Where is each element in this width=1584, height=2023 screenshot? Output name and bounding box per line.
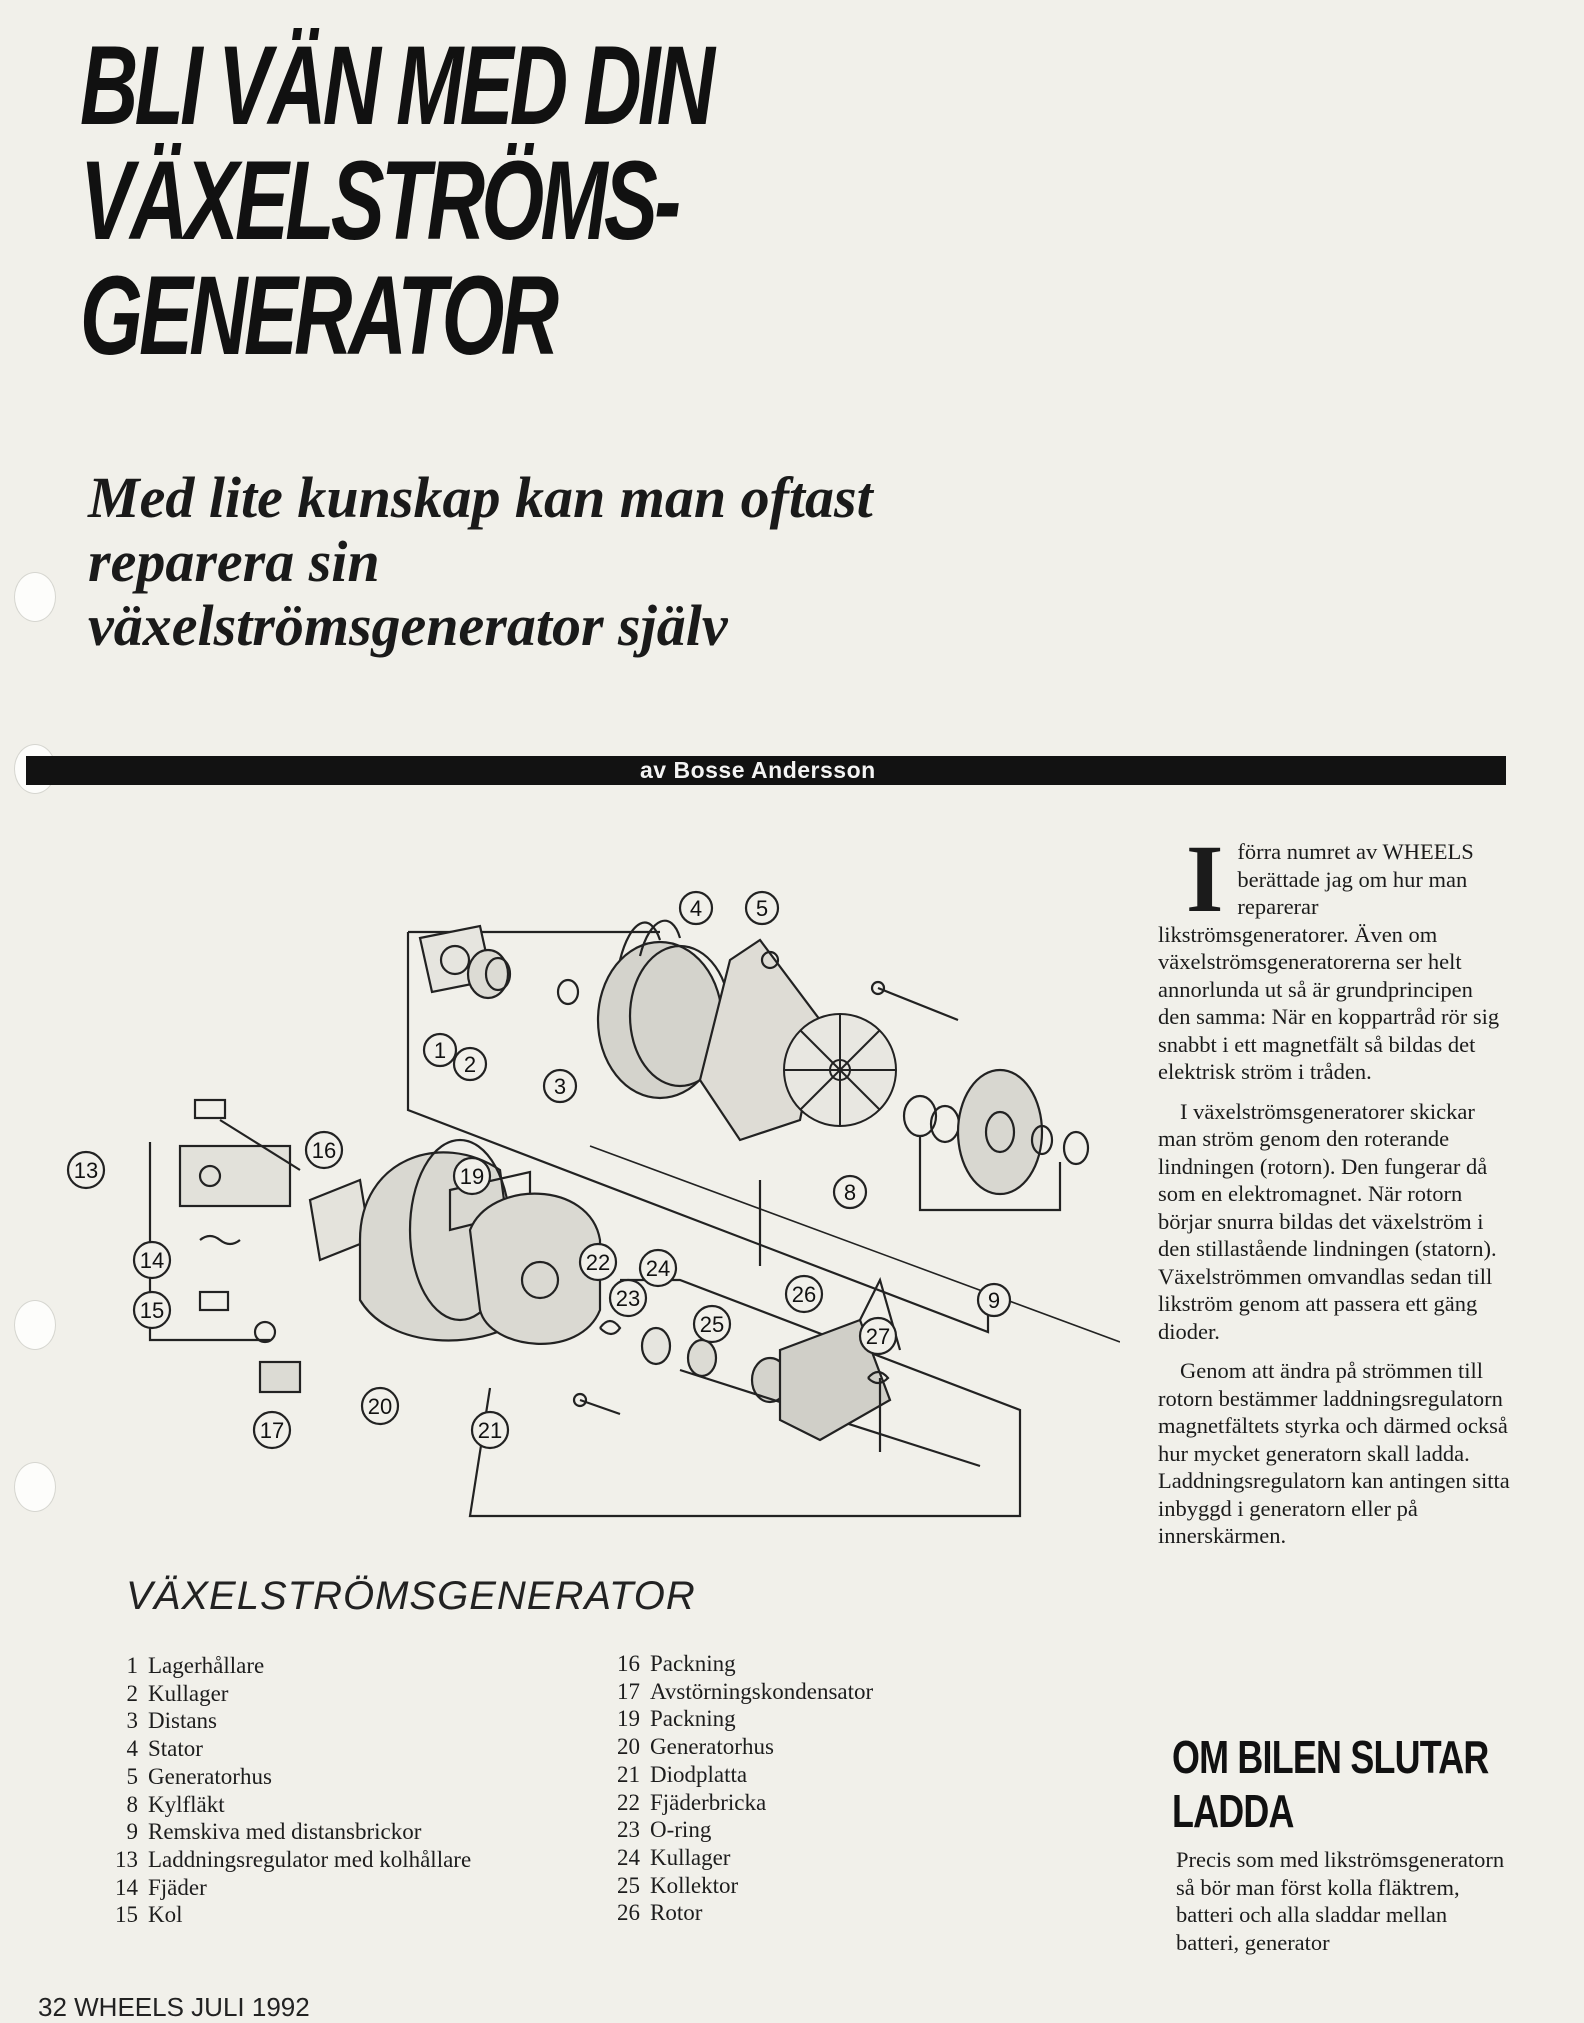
parts-list-item (610, 1761, 873, 1789)
svg-text:24: 24 (645, 1256, 671, 1281)
svg-text:20: 20 (367, 1394, 393, 1419)
callout-16 (306, 1132, 342, 1168)
parts-list-item (100, 1874, 471, 1902)
part-name: Kullager (148, 1680, 229, 1706)
binder-hole-4 (14, 1462, 56, 1512)
headline-line-1: BLI VÄN MED DIN (80, 23, 712, 148)
parts-list-item (610, 1733, 873, 1761)
part-number: 16 (617, 1651, 640, 1676)
svg-text:26: 26 (791, 1282, 817, 1307)
svg-text:22: 22 (585, 1250, 611, 1275)
callout-5 (746, 892, 778, 924)
callout-19 (454, 1158, 490, 1194)
part-number: 17 (617, 1678, 640, 1704)
part-name: O-ring (650, 1817, 712, 1843)
alternator-exploded-diagram (60, 880, 1120, 1540)
part-name: Kollektor (650, 1872, 739, 1898)
part-number: 13 (115, 1846, 138, 1872)
parts-list-item (100, 1901, 471, 1929)
part-name: Rotor (650, 1900, 703, 1926)
parts-list-item (610, 1650, 873, 1678)
drop-cap: I (1186, 825, 1224, 932)
svg-text:2: 2 (463, 1052, 477, 1077)
part-number: 9 (126, 1819, 138, 1845)
parts-list-item (610, 1678, 873, 1706)
part-name: Distans (148, 1708, 217, 1734)
subheadline: Med lite kunskap kan man oftast reparera sin växelströmsgenerator själv (88, 465, 873, 658)
svg-text:8: 8 (843, 1180, 857, 1205)
callout-3 (544, 1070, 576, 1102)
callout-1 (424, 1034, 456, 1066)
part-number: 19 (617, 1706, 640, 1732)
svg-text:13: 13 (73, 1158, 99, 1183)
svg-text:4: 4 (689, 896, 703, 921)
part-name: Packning (650, 1706, 736, 1732)
part-number: 15 (115, 1902, 138, 1928)
section-heading-line-1: OM BILEN SLUTAR (1172, 1731, 1489, 1783)
part-number: 20 (617, 1734, 640, 1760)
parts-list-item (100, 1846, 471, 1874)
svg-text:1: 1 (433, 1038, 447, 1063)
parts-list-item (100, 1735, 471, 1763)
article-paragraph-4: Precis som med likströmsgeneratorn så bör man först kolla fläktrem, batteri och alla sladdar mellan batteri, generator (1176, 1847, 1505, 1955)
part-number: 26 (617, 1900, 640, 1926)
callout-20 (362, 1388, 398, 1424)
callout-8 (834, 1176, 866, 1208)
section-heading (1172, 1730, 1489, 1838)
part-name: Kullager (650, 1844, 731, 1870)
part-number: 21 (617, 1761, 640, 1787)
part-name: Stator (148, 1736, 203, 1762)
callout-22 (580, 1244, 616, 1280)
callout-23 (610, 1280, 646, 1316)
part-name: Fjäderbricka (650, 1789, 767, 1815)
callout-26 (786, 1276, 822, 1312)
parts-list-item (100, 1818, 471, 1846)
part-number: 3 (126, 1708, 138, 1734)
headline-line-2: VÄXELSTRÖMS- (80, 138, 678, 263)
svg-text:3: 3 (553, 1074, 567, 1099)
svg-text:23: 23 (615, 1286, 641, 1311)
parts-list-item (610, 1899, 873, 1927)
headline (80, 23, 728, 378)
part-number: 8 (126, 1791, 138, 1817)
part-name: Kylfläkt (148, 1791, 225, 1817)
parts-list-item (100, 1680, 471, 1708)
part-name: Packning (650, 1651, 736, 1676)
part-name: Generatorhus (650, 1734, 774, 1760)
byline: av Bosse Andersson (640, 757, 876, 783)
part-number: 25 (617, 1872, 640, 1898)
binder-hole-3 (14, 1300, 56, 1350)
article-body (1158, 825, 1510, 1562)
parts-list-item (610, 1872, 873, 1900)
callout-2 (454, 1048, 486, 1080)
svg-text:21: 21 (477, 1418, 503, 1443)
headline-line-3: GENERATOR (80, 253, 556, 378)
callout-25 (694, 1306, 730, 1342)
part-name: Generatorhus (148, 1763, 272, 1789)
svg-text:19: 19 (459, 1164, 485, 1189)
article-paragraph-1: förra numret av WHEELS berättade jag om hur man reparerar likströmsgeneratorer. Även om växelströmsgeneratorerna ser helt annorlunda ut så är grundprincipen den samma: När en koppartråd rör sig snabbt i ett magnetfält så bildas det elektrisk ström i tråden. (1158, 839, 1500, 1084)
callout-27 (860, 1318, 896, 1354)
part-name: Remskiva med distansbrickor (148, 1819, 422, 1845)
part-number: 24 (617, 1844, 640, 1870)
part-name: Laddningsregulator med kolhållare (148, 1846, 472, 1872)
callout-14 (134, 1242, 170, 1278)
part-number: 2 (126, 1680, 138, 1706)
parts-list-item (610, 1705, 873, 1733)
part-name: Lagerhållare (148, 1653, 265, 1678)
section-heading-line-2: LADDA (1172, 1785, 1294, 1837)
callout-24 (640, 1250, 676, 1286)
svg-text:17: 17 (259, 1418, 285, 1443)
part-name: Diodplatta (650, 1761, 748, 1787)
parts-list-item (100, 1707, 471, 1735)
part-number: 23 (617, 1817, 640, 1843)
parts-list-item (100, 1791, 471, 1819)
part-number: 14 (115, 1874, 138, 1900)
article-paragraph-2: I växelströmsgeneratorer skickar man ström genom den roterande lindningen (rotorn). Den fungerar då som en elektromagnet. När rotorn börjar snurra bildas det växelström i den stillastående lindningen (statorn). Växelströmmen omvandlas sedan till likström genom att passera ett gäng dioder. (1158, 1098, 1497, 1344)
svg-text:5: 5 (755, 896, 769, 921)
parts-list-right (610, 1650, 873, 1927)
svg-text:16: 16 (311, 1138, 337, 1163)
callout-13 (68, 1152, 104, 1188)
part-number: 1 (126, 1653, 138, 1678)
part-number: 5 (126, 1763, 138, 1789)
part-name: Fjäder (148, 1874, 207, 1900)
svg-text:14: 14 (139, 1248, 165, 1273)
part-name: Avstörningskondensator (650, 1678, 874, 1704)
parts-list-left (100, 1652, 471, 1929)
callout-21 (472, 1412, 508, 1448)
callout-4 (680, 892, 712, 924)
part-number: 22 (617, 1789, 640, 1815)
callout-9 (978, 1284, 1010, 1316)
svg-text:25: 25 (699, 1312, 725, 1337)
svg-text:9: 9 (987, 1288, 1001, 1313)
parts-list-item (100, 1652, 471, 1680)
parts-list-item (610, 1789, 873, 1817)
svg-text:15: 15 (139, 1298, 165, 1323)
callout-15 (134, 1292, 170, 1328)
parts-list-item (100, 1763, 471, 1791)
page-footer: 32 WHEELS JULI 1992 (38, 1992, 310, 2022)
part-name: Kol (148, 1902, 183, 1928)
part-number: 4 (126, 1736, 138, 1762)
binder-hole-1 (14, 572, 56, 622)
parts-list-item (610, 1844, 873, 1872)
parts-list-title: VÄXELSTRÖMSGENERATOR (126, 1574, 696, 1618)
svg-text:27: 27 (865, 1324, 891, 1349)
callout-17 (254, 1412, 290, 1448)
parts-list-item (610, 1816, 873, 1844)
article-paragraph-3: Genom att ändra på strömmen till rotorn bestämmer laddningsregulatorn magnetfältets styrka och därmed också hur mycket generatorn skall ladda. Laddningsregulatorn kan antingen sitta inbyggd i generatorn eller på innerskärmen. (1158, 1358, 1510, 1548)
